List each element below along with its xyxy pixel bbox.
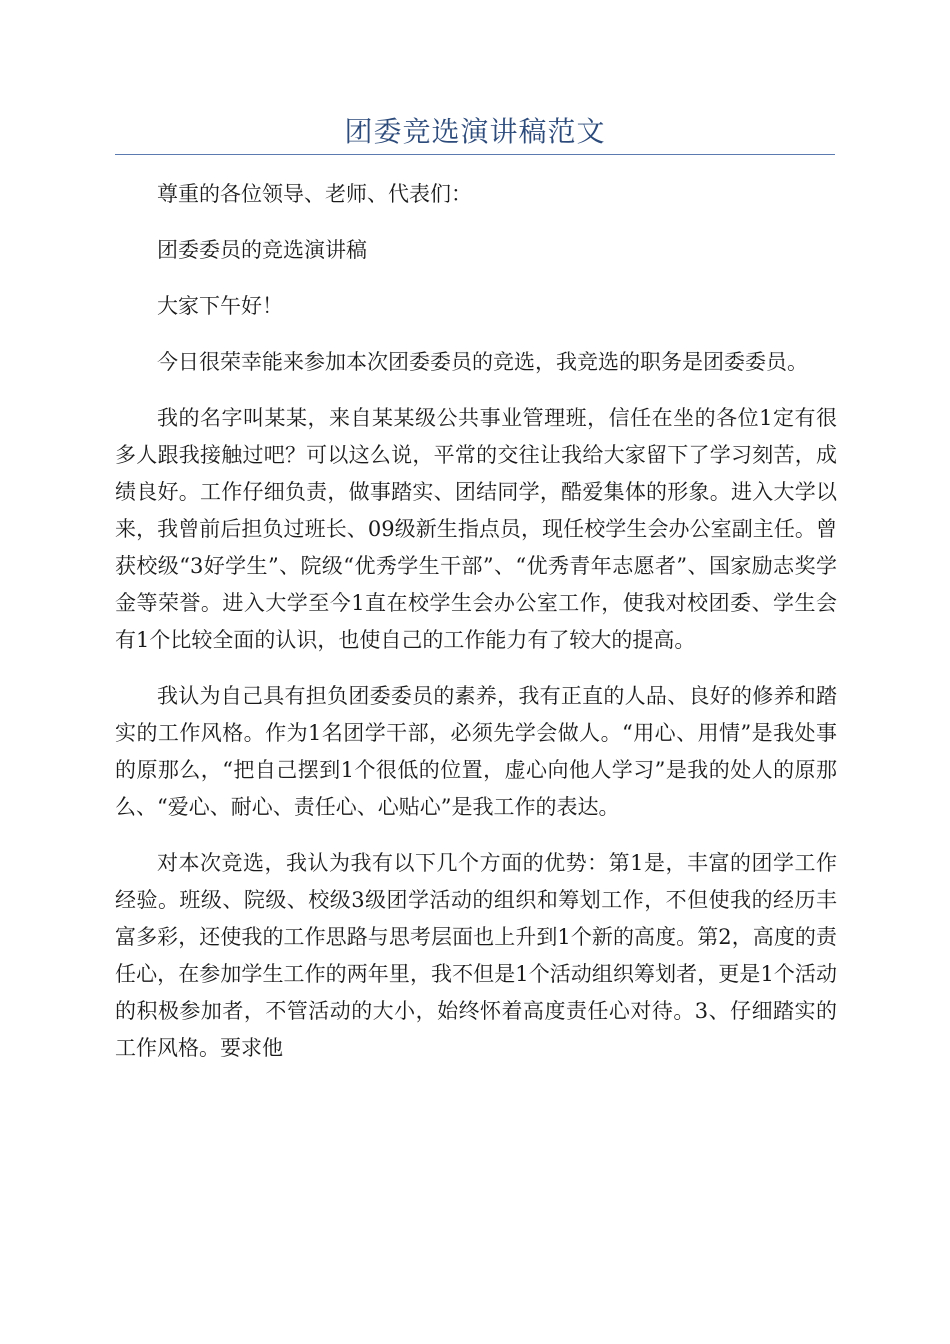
paragraph-advantages: 对本次竞选，我认为我有以下几个方面的优势：第1是，丰富的团学工作经验。班级、院级、校级3级团学活动的组织和筹划工作，不但使我的经历丰富多彩，还使我的工作思路与思考层面也上升到1个新的高度。第2，高度的责任心，在参加学生工作的两年里，我不但是1个活动组织筹划者，更是1个活动的积极参加者，不管活动的大小，始终怀着高度责任心对待。3、仔细踏实的工作风格。要求他 (115, 851, 837, 1060)
paragraph-greeting: 大家下午好！ (157, 294, 283, 318)
paragraph-intro: 今日很荣幸能来参加本次团委委员的竞选，我竞选的职务是团委委员。 (157, 350, 808, 374)
document-body (115, 176, 837, 1086)
paragraph-salutation: 尊重的各位领导、老师、代表们： (157, 182, 472, 206)
paragraph-subtitle: 团委委员的竞选演讲稿 (157, 238, 367, 262)
title-underline (115, 154, 835, 155)
paragraph-self-introduction: 我的名字叫某某，来自某某级公共事业管理班，信任在坐的各位1定有很多人跟我接触过吧？可以这么说，平常的交往让我给大家留下了学习刻苦，成绩良好。工作仔细负责，做事踏实、团结同学，酷爱集体的形象。进入大学以来，我曾前后担负过班长、09级新生指点员，现任校学生会办公室副主任。曾获校级“3好学生”、院级“优秀学生干部”、“优秀青年志愿者”、国家励志奖学金等荣誉。进入大学至今1直在校学生会办公室工作，使我对校团委、学生会有1个比较全面的认识，也使自己的工作能力有了较大的提高。 (115, 406, 837, 652)
document-title: 团委竞选演讲稿范文 (344, 115, 606, 148)
paragraph-qualities: 我认为自己具有担负团委委员的素养，我有正直的人品、良好的修养和踏实的工作风格。作为1名团学干部，必须先学会做人。“用心、用情”是我处事的原那么，“把自己摆到1个很低的位置，虚心向他人学习”是我的处人的原那么、“爱心、耐心、责任心、心贴心”是我工作的表达。 (115, 684, 837, 819)
